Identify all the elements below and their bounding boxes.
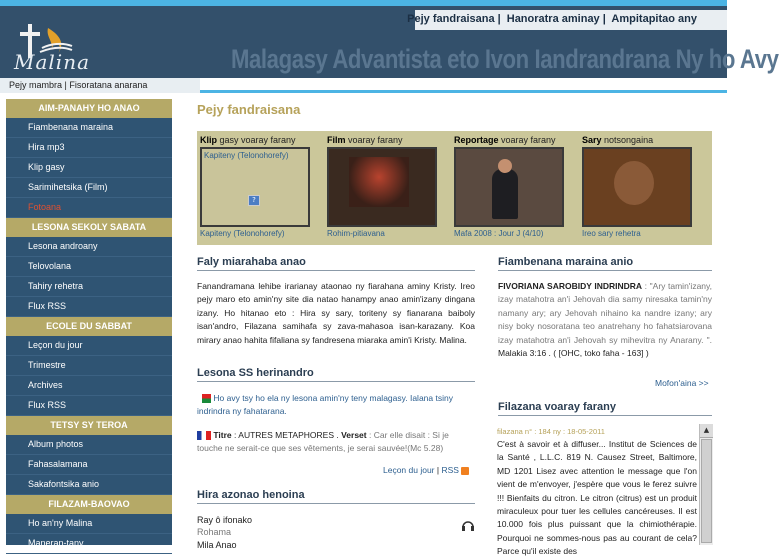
audio-heading: Hira azonao henoina — [197, 489, 475, 504]
madagascar-flag-icon — [197, 394, 211, 403]
sidebar-item-album[interactable]: Album photos — [6, 435, 172, 455]
logo-text: Malina — [14, 50, 90, 74]
missing-plugin-icon: ? — [248, 195, 260, 206]
sidebar-section-title: AIM-PANAHY HO ANAO — [6, 99, 172, 118]
sidebar-item-morning-devotion[interactable]: Fiambenana maraina — [6, 118, 172, 138]
topnav-home-link[interactable]: Pejy fandraisana — [407, 13, 495, 25]
member-subnav: Pejy mambra | Fisoratana anarana — [0, 78, 200, 93]
sidebar-item-films[interactable]: Sarimihetsika (Film) — [6, 178, 172, 198]
audio-item[interactable] — [197, 515, 252, 537]
devotional-heading: Fiambenana maraina anio — [498, 256, 712, 271]
scrollbar-thumb[interactable] — [701, 439, 712, 543]
topnav-contact-link[interactable]: Hanoratra aminay — [506, 13, 600, 25]
media-heading: Klip gasy voaray farany — [200, 135, 296, 145]
site-headline: Malagasy Advantista eto Ivon Iandrandrana Ny ho Avy — [231, 44, 779, 74]
news-text: C'est à savoir et à diffuser... Institut de Sciences de la Santé , L.L.C. 819 N. Causez Street, Baltimore, MD 1201 Lisez avec attention le message que l'on vient de m'envoyer, j'espère que vous le ferez suivre !!! Bienfaits du citron. Le citron (citrus) est un produit miraculeux pour tuer les cellules cancéreuses. Il est 10.000 fois plus puissant que la chimiothérapie. Pourquoi ne sommes-nous pas au courant de cela? Parce qu'il existe des — [497, 439, 697, 557]
sidebar-item-rss-fr[interactable]: Flux RSS — [6, 396, 172, 416]
media-heading: Film voaray farany — [327, 135, 403, 145]
page-title: Pejy fandraisana — [197, 102, 301, 117]
lesson-heading: Lesona SS herinandro — [197, 367, 475, 382]
news-scroll-area[interactable] — [497, 424, 697, 557]
media-panel — [197, 131, 712, 245]
lesson-links: Leçon du jour | RSS — [383, 465, 469, 475]
sidebar-section-title: TETSY SY TEROA — [6, 416, 172, 435]
scroll-up-icon[interactable]: ▲ — [700, 424, 713, 438]
sidebar-item-lecon-du-jour[interactable]: Leçon du jour — [6, 336, 172, 356]
news-scrollbar[interactable] — [699, 424, 713, 545]
sidebar-item-archives[interactable]: Archives — [6, 376, 172, 396]
more-devotional-link[interactable]: Mofon'aina >> — [655, 378, 709, 388]
film-thumbnail[interactable] — [327, 147, 437, 227]
rss-icon[interactable] — [461, 467, 469, 475]
devotional-text: FIVORIANA SAROBIDY INDRINDRA : "Ary tamin'izany, izay matahotra an'i Jehovah dia samy niresaka tamin'ny namany ary; ary Jehovah nihaino ka nandre izany; ary nisy boky nosoratana teo anatrehany ho fahatsiarovana izay matahotra an'i Jehovah sy mihevitra ny Anarany. ". Malakia 3:16 . ( [OHC, toko faha - 163] ) — [498, 281, 712, 359]
media-film — [327, 135, 447, 238]
sidebar-item-world-news[interactable]: Maneran-tany — [6, 534, 172, 554]
media-caption-link[interactable]: Kapiteny (Telonohorefy) — [200, 229, 285, 238]
media-reportage — [454, 135, 574, 238]
photo-thumbnail-image — [614, 161, 654, 205]
audio-title: Mila Anao — [197, 540, 237, 550]
lesson-mg-text: Ho avy tsy ho ela ny lesona amin'ny teny malagasy. Ialana tsiny indrindra ny fahatarana. — [197, 393, 453, 417]
news-heading: Filazana voaray farany — [498, 401, 712, 416]
media-heading: Sary notsongaina — [582, 135, 654, 145]
media-caption-link[interactable]: Ireo sary rehetra — [582, 229, 641, 238]
top-navigation — [407, 13, 697, 25]
topnav-separator: | — [602, 13, 606, 25]
sidebar-item-quarter[interactable]: Telovolana — [6, 257, 172, 277]
media-heading: Reportage voaray farany — [454, 135, 556, 145]
welcome-heading: Faly miarahaba anao — [197, 256, 475, 271]
sidebar-item-health[interactable]: Fahasalamana — [6, 455, 172, 475]
reportage-thumbnail-head — [498, 159, 512, 173]
sidebar-section-title: ECOLE DU SABBAT — [6, 317, 172, 336]
sidebar-section-title: LESONA SEKOLY SABATA — [6, 218, 172, 237]
sidebar-item-fotoana[interactable]: Fotoana — [6, 198, 172, 218]
photo-thumbnail[interactable] — [582, 147, 692, 227]
clip-thumbnail[interactable] — [200, 147, 310, 227]
audio-title: Ray ô ifonako — [197, 515, 253, 525]
audio-artist: Rohama — [197, 527, 232, 537]
headphones-icon[interactable] — [461, 518, 475, 532]
news-meta: filazana n° : 184 ny : 18-05-2011 — [497, 427, 605, 436]
sidebar-item-trimestre[interactable]: Trimestre — [6, 356, 172, 376]
sidebar-item-clips[interactable]: Klip gasy — [6, 158, 172, 178]
topnav-separator: | — [497, 13, 501, 25]
media-clip — [200, 135, 320, 238]
header-divider — [200, 90, 727, 93]
clip-thumbnail-label: Kapiteny (Telonohorefy) — [204, 151, 289, 160]
lesson-fr-text: Titre : AUTRES METAPHORES . Verset : Car elle disait : Si je touche ne serait-ce que ses vêtements, je serai sauvée!(Mc 5.28) — [197, 430, 449, 454]
sidebar — [6, 99, 172, 548]
sidebar-section-title: FILAZAM-BAOVAO — [6, 495, 172, 514]
sidebar-item-malina-news[interactable]: Ho an'ny Malina — [6, 514, 172, 534]
welcome-text: Fanandramana lehibe irarianay ataonao ny fiarahana aminy Kristy. Ireo pejy maro eto amin'ny site dia natao hanampy anao amin'izany dingana izany. Ho hitanao eto : Hira sy sary, toriteny sy fianarana baiboly isan'andro, Filazana samihafa sy zava-mahasoa isan-karazany. Koa mirary anao hahita fifaliana sy fandresena miaraka amin'i Kristy. Malina. — [197, 281, 475, 345]
rss-link[interactable]: RSS — [441, 465, 459, 475]
media-photo — [582, 135, 702, 238]
member-page-link[interactable]: Pejy mambra — [9, 80, 63, 90]
lesson-of-day-link[interactable]: Leçon du jour — [383, 465, 435, 475]
audio-item[interactable] — [197, 540, 237, 550]
media-caption-link[interactable]: Mafa 2008 : Jour J (4/10) — [454, 229, 544, 238]
sidebar-item-food[interactable]: Sakafontsika anio — [6, 475, 172, 495]
media-caption-link[interactable]: Rohim-pitiavana — [327, 229, 385, 238]
register-link[interactable]: Fisoratana anarana — [69, 80, 148, 90]
france-flag-icon — [197, 431, 211, 440]
reportage-thumbnail[interactable] — [454, 147, 564, 227]
sidebar-item-rss-mg[interactable]: Flux RSS — [6, 297, 172, 317]
sidebar-item-lesson-today[interactable]: Lesona androany — [6, 237, 172, 257]
sidebar-item-mp3[interactable]: Hira mp3 — [6, 138, 172, 158]
topnav-share-link[interactable]: Ampitapitao any — [611, 13, 697, 25]
sidebar-item-archive-mg[interactable]: Tahiry rehetra — [6, 277, 172, 297]
reportage-thumbnail-image — [492, 169, 518, 219]
film-thumbnail-image — [349, 157, 409, 207]
